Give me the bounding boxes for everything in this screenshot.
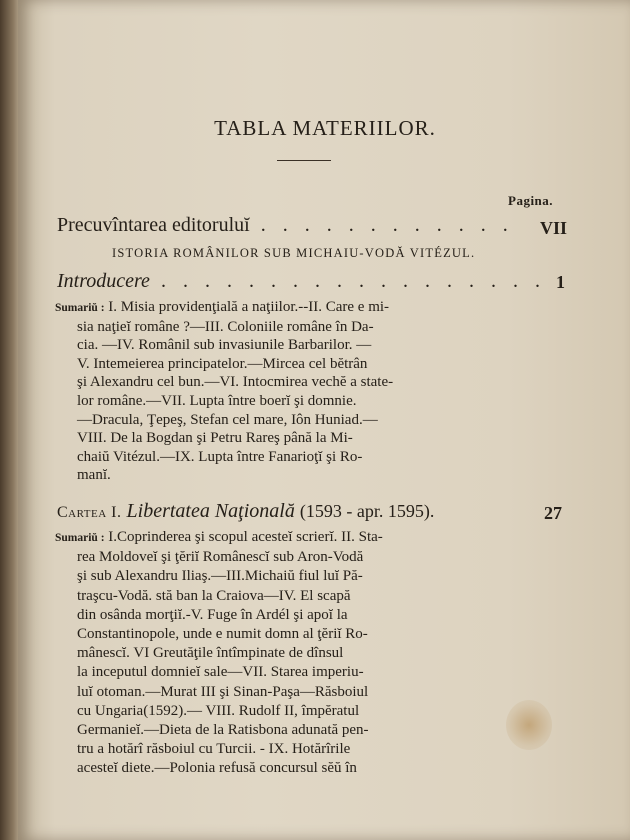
- book1-page: 27: [544, 503, 562, 523]
- summary-line: traşcu-Vodă. stă ban la Craiova—IV. El scapă: [77, 587, 351, 604]
- leader-dots: . . . . . . . . . . . . . . . . . .: [149, 270, 546, 292]
- preface-page: VII: [540, 218, 568, 238]
- introduction-page: 1: [556, 272, 565, 292]
- summary-line: Germanieĭ.—Dieta de la Ratisbona adunată pen-: [77, 722, 369, 739]
- summary-line: tru a hotărî răsboiul cu Turcii. - IX. Hotărîrile: [77, 741, 351, 758]
- summary-line: luĭ otoman.—Murat III şi Sinan-Paşa—Răsboiul: [77, 683, 369, 700]
- summary-line: chaiŭ Vitézul.—IX. Lupta între Fanarioţĭ şi Ro-: [77, 448, 363, 465]
- summary-line: mânescĭ. VI Greutăţile întîmpinate de dînsul: [77, 645, 344, 662]
- summary-line: I. Misia providenţială a naţiilor.--II. Care e mi-: [108, 299, 390, 315]
- book1-dates: (1593 - apr. 1595).: [299, 501, 435, 521]
- summary-line: lor române.—VII. Lupta între boerĭ şi domnie.: [77, 392, 357, 409]
- summary-line: acesteĭ diete.—Polonia refusă concursul sĕŭ în: [77, 760, 357, 777]
- summary-label: Sumariŭ :: [55, 532, 105, 544]
- book1-label: Libertatea Naţională: [126, 500, 295, 522]
- page-column-label: Pagina.: [508, 193, 554, 208]
- summary-line: sia naţieĭ române ?—III. Coloniile române în Da-: [77, 318, 374, 335]
- summary-line: din osânda morţiĭ.-V. Fuge în Ardél şi apoĭ la: [77, 606, 348, 623]
- summary-line: VIII. De la Bogdan şi Petru Rareş până la Mi-: [77, 430, 353, 447]
- summary-line: Constantinopole, unde e numit domn al ţĕriĭ Ro-: [77, 626, 368, 643]
- summary-line: rea Moldoveĭ şi ţĕriĭ Românescĭ sub Aron-Vodă: [77, 549, 364, 566]
- summary-line: la inceputul domnieĭ sale—VII. Starea imperiu-: [77, 664, 364, 681]
- book1-entry: [57, 500, 434, 523]
- leader-dots: . . . . . . . . . . . .: [249, 214, 514, 236]
- summary-line: I.Coprinderea şi scopul acesteĭ scrierĭ. II. Sta-: [108, 529, 383, 545]
- introduction-label: Introducere: [57, 270, 150, 292]
- summary-line: —Dracula, Ţepeş, Stefan cel mare, Iôn Huniad.—: [77, 411, 378, 428]
- preface-label: Precuvîntarea editoruluĭ: [57, 214, 250, 236]
- summary-line: cia. —IV. Românil sub invasiunile Barbarilor. —: [77, 337, 372, 354]
- summary-line: cu Ungaria(1592).— VIII. Rudolf II, împĕratul: [77, 702, 360, 719]
- book1-prefix: Cartea I.: [57, 504, 122, 521]
- introduction-entry: [57, 270, 546, 293]
- introduction-summary: [55, 298, 575, 485]
- book1-summary: [55, 528, 575, 779]
- title-rule: [277, 160, 331, 161]
- section-heading: ISTORIA ROMÂNILOR SUB MICHAIU-VODĂ VITÉZUL.: [112, 246, 476, 260]
- summary-line: V. Intemeierea principatelor.—Mircea cel bĕtrân: [77, 355, 368, 372]
- summary-line: manĭ.: [77, 467, 111, 484]
- preface-entry: [57, 214, 514, 237]
- summary-line: şi Alexandru cel bun.—VI. Intocmirea vechĕ a state-: [77, 374, 394, 391]
- summary-line: şi sub Alexandru Iliaş.—III.Michaiŭ fiul luĭ Pă-: [77, 568, 363, 585]
- summary-label: Sumariŭ :: [55, 302, 105, 314]
- page-title: TABLA MATERIILOR.: [214, 116, 436, 140]
